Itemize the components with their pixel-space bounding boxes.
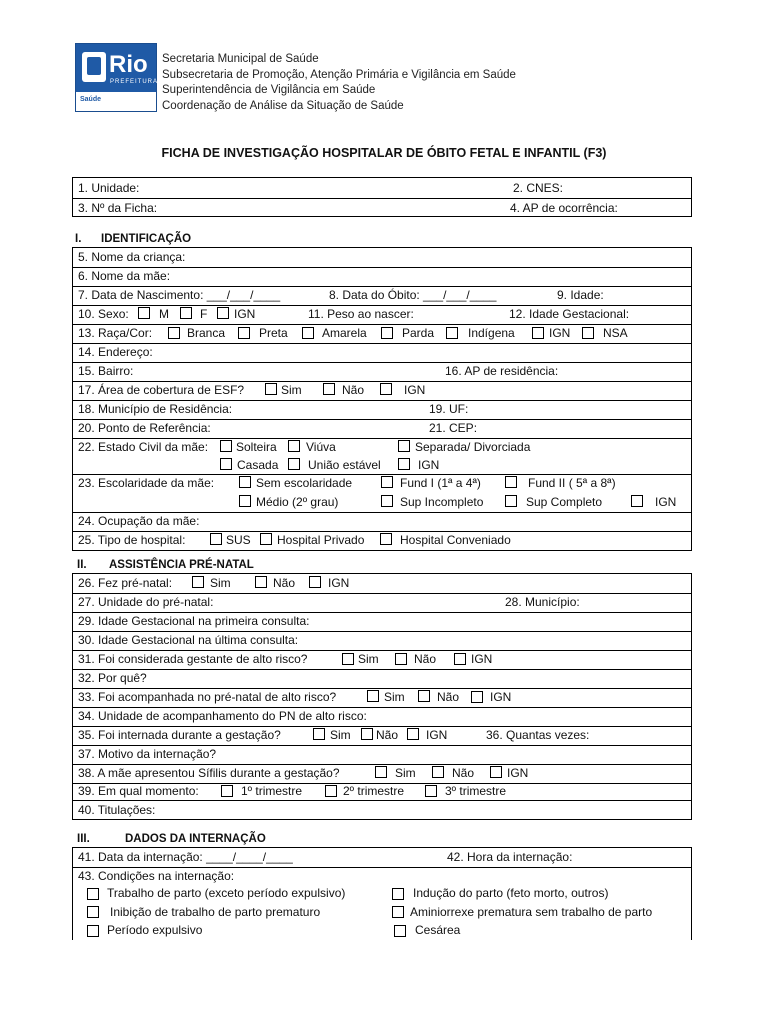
checkbox-3-trimestre[interactable] — [425, 785, 437, 797]
checkbox-acomp-sim[interactable] — [367, 690, 379, 702]
field-municipio-prenatal[interactable]: 28. Município: — [505, 595, 580, 609]
field-data-nascimento[interactable]: 7. Data de Nascimento: ___/___/____ — [78, 288, 281, 302]
label-alto-risco-ign: IGN — [471, 652, 493, 666]
row-divider — [73, 400, 691, 401]
checkbox-hospital-privado[interactable] — [260, 533, 272, 545]
top-info-box — [72, 177, 692, 217]
checkbox-sem-escolaridade[interactable] — [239, 476, 251, 488]
logo-rio-text: Rio — [109, 51, 148, 78]
label-2-trimestre: 2º trimestre — [343, 784, 405, 798]
field-ig-ultima-consulta[interactable]: 30. Idade Gestacional na última consulta: — [78, 633, 299, 647]
row-divider — [73, 324, 691, 325]
row-divider — [73, 419, 691, 420]
row-divider — [73, 305, 691, 306]
section-2-number: II. — [77, 559, 87, 571]
section-internacao-box — [72, 847, 692, 940]
label-acomp-ign: IGN — [490, 690, 512, 704]
row-divider — [73, 726, 691, 727]
row-divider — [73, 612, 691, 613]
label-sus: SUS — [226, 533, 251, 547]
city-emblem-icon — [82, 52, 106, 82]
label-indigena: Indígena — [468, 326, 515, 340]
label-internada-nao: Não — [376, 728, 399, 742]
section-2-title: ASSISTÊNCIA PRÉ-NATAL — [109, 559, 254, 571]
checkbox-acomp-ign[interactable] — [471, 691, 483, 703]
field-por-que[interactable]: 32. Por quê? — [78, 671, 147, 685]
checkbox-sifilis-sim[interactable] — [375, 766, 387, 778]
label-sifilis: 38. A mãe apresentou Sífilis durante a gestação? — [78, 766, 340, 780]
section-prenatal-box — [72, 573, 692, 820]
label-cesarea: Cesárea — [415, 923, 461, 937]
row-divider — [73, 669, 691, 670]
row-divider — [73, 707, 691, 708]
checkbox-amarela[interactable] — [302, 327, 314, 339]
label-estado-civil: 22. Estado Civil da mãe: — [78, 440, 209, 454]
checkbox-cesarea[interactable] — [394, 925, 406, 937]
checkbox-inducao-parto[interactable] — [392, 888, 404, 900]
checkbox-1-trimestre[interactable] — [221, 785, 233, 797]
field-endereco[interactable]: 14. Endereço: — [78, 345, 153, 359]
label-periodo-expulsivo: Período expulsivo — [107, 923, 203, 937]
field-hora-internacao[interactable]: 42. Hora da internação: — [447, 850, 573, 864]
label-cobertura-esf: 17. Área de cobertura de ESF? — [78, 383, 245, 397]
checkbox-internada-nao[interactable] — [361, 728, 373, 740]
field-titulacoes[interactable]: 40. Titulações: — [78, 803, 156, 817]
field-ap-residencia[interactable]: 16. AP de residência: — [445, 364, 559, 378]
checkbox-estado-civil-ign[interactable] — [398, 458, 410, 470]
section-3-title: DADOS DA INTERNAÇÃO — [125, 833, 266, 845]
row-divider — [73, 198, 691, 199]
row-divider — [73, 800, 691, 801]
checkbox-hospital-conveniado[interactable] — [380, 533, 392, 545]
label-internada-sim: Sim — [330, 728, 351, 742]
field-municipio-residencia[interactable]: 18. Município de Residência: — [78, 402, 233, 416]
label-acompanhada-alto-risco: 33. Foi acompanhada no pré-natal de alto risco? — [78, 690, 337, 704]
checkbox-internada-ign[interactable] — [407, 728, 419, 740]
logo-prefeitura-text: PREFEITURA — [110, 79, 159, 85]
header-line-2: Subsecretaria de Promoção, Atenção Primária e Vigilância em Saúde — [162, 69, 516, 81]
label-sem-escolaridade: Sem escolaridade — [256, 476, 353, 490]
label-internada-ign: IGN — [426, 728, 448, 742]
field-ig-primeira-consulta[interactable]: 29. Idade Gestacional na primeira consulta: — [78, 614, 310, 628]
checkbox-periodo-expulsivo[interactable] — [87, 925, 99, 937]
label-internada-gestacao: 35. Foi internada durante a gestação? — [78, 728, 281, 742]
row-divider — [73, 764, 691, 765]
label-separada: Separada/ Divorciada — [415, 440, 531, 454]
checkbox-sifilis-nao[interactable] — [432, 766, 444, 778]
label-sifilis-sim: Sim — [395, 766, 416, 780]
field-nome-crianca[interactable]: 5. Nome da criança: — [78, 250, 186, 264]
field-ap-ocorrencia[interactable]: 4. AP de ocorrência: — [510, 201, 618, 215]
checkbox-prenatal-sim[interactable] — [192, 576, 204, 588]
checkbox-alto-risco-ign[interactable] — [454, 653, 466, 665]
checkbox-separada[interactable] — [398, 440, 410, 452]
checkbox-trabalho-parto[interactable] — [87, 888, 99, 900]
label-sexo-ign: IGN — [234, 307, 256, 321]
field-cnes[interactable]: 2. CNES: — [513, 181, 564, 195]
field-motivo-internacao[interactable]: 37. Motivo da internação? — [78, 747, 217, 761]
label-solteira: Solteira — [236, 440, 277, 454]
label-acomp-sim: Sim — [384, 690, 405, 704]
label-alto-risco-sim: Sim — [358, 652, 379, 666]
field-ponto-referencia[interactable]: 20. Ponto de Referência: — [78, 421, 211, 435]
row-divider — [73, 512, 691, 513]
checkbox-acomp-nao[interactable] — [418, 690, 430, 702]
field-quantas-vezes[interactable]: 36. Quantas vezes: — [486, 728, 590, 742]
checkbox-internada-sim[interactable] — [313, 728, 325, 740]
checkbox-branca[interactable] — [168, 327, 180, 339]
label-uniao-estavel: União estável — [308, 458, 381, 472]
label-escolaridade-ign: IGN — [655, 495, 677, 509]
label-preta: Preta — [259, 326, 288, 340]
section-1-number: I. — [75, 233, 82, 245]
checkbox-nsa[interactable] — [582, 327, 594, 339]
checkbox-solteira[interactable] — [220, 440, 232, 452]
row-divider — [73, 867, 691, 868]
label-inibicao-trabalho-parto: Inibição de trabalho de parto prematuro — [110, 905, 321, 919]
checkbox-sus[interactable] — [210, 533, 222, 545]
checkbox-sexo-m[interactable] — [138, 307, 150, 319]
checkbox-esf-sim[interactable] — [265, 383, 277, 395]
checkbox-viuva[interactable] — [288, 440, 300, 452]
header-line-4: Coordenação de Análise da Situação de Saúde — [162, 100, 404, 112]
row-divider — [73, 474, 691, 475]
label-prenatal-nao: Não — [273, 576, 296, 590]
checkbox-sup-incompleto[interactable] — [381, 495, 393, 507]
checkbox-alto-risco-nao[interactable] — [395, 653, 407, 665]
checkbox-2-trimestre[interactable] — [325, 785, 337, 797]
row-divider — [73, 631, 691, 632]
label-esf-nao: Não — [342, 383, 365, 397]
label-alto-risco: 31. Foi considerada gestante de alto risco? — [78, 652, 308, 666]
section-identificacao-box — [72, 247, 692, 551]
checkbox-fund-1[interactable] — [381, 476, 393, 488]
checkbox-inibicao-trabalho-parto[interactable] — [87, 906, 99, 918]
row-divider — [73, 650, 691, 651]
field-uf[interactable]: 19. UF: — [429, 402, 469, 416]
checkbox-prenatal-ign[interactable] — [309, 576, 321, 588]
field-idade[interactable]: 9. Idade: — [557, 288, 604, 302]
label-casada: Casada — [237, 458, 279, 472]
checkbox-aminiorrexe[interactable] — [392, 906, 404, 918]
label-sexo: 10. Sexo: — [78, 307, 129, 321]
label-nsa: NSA — [603, 326, 628, 340]
label-fund-2: Fund II ( 5ª a 8ª) — [528, 476, 616, 490]
checkbox-escolaridade-ign[interactable] — [631, 495, 643, 507]
label-viuva: Viúva — [306, 440, 336, 454]
field-bairro[interactable]: 15. Bairro: — [78, 364, 134, 378]
label-sexo-m: M — [159, 307, 169, 321]
field-unidade[interactable]: 1. Unidade: — [78, 181, 140, 195]
label-sup-completo: Sup Completo — [526, 495, 603, 509]
checkbox-indigena[interactable] — [446, 327, 458, 339]
label-tipo-hospital: 25. Tipo de hospital: — [78, 533, 186, 547]
label-aminiorrexe: Aminiorrexe prematura sem trabalho de parto — [410, 905, 653, 919]
label-prenatal-ign: IGN — [328, 576, 350, 590]
field-cep[interactable]: 21. CEP: — [429, 421, 478, 435]
checkbox-sup-completo[interactable] — [505, 495, 517, 507]
label-3-trimestre: 3º trimestre — [445, 784, 507, 798]
checkbox-medio[interactable] — [239, 495, 251, 507]
checkbox-raca-ign[interactable] — [532, 327, 544, 339]
label-estado-civil-ign: IGN — [418, 458, 440, 472]
label-sup-incompleto: Sup Incompleto — [400, 495, 484, 509]
label-escolaridade: 23. Escolaridade da mãe: — [78, 476, 215, 490]
label-esf-sim: Sim — [281, 383, 302, 397]
checkbox-esf-nao[interactable] — [323, 383, 335, 395]
row-divider — [73, 286, 691, 287]
checkbox-casada[interactable] — [220, 458, 232, 470]
field-unidade-prenatal[interactable]: 27. Unidade do pré-natal: — [78, 595, 214, 609]
label-sexo-f: F — [200, 307, 208, 321]
header-line-3: Superintendência de Vigilância em Saúde — [162, 84, 376, 96]
section-1-title: IDENTIFICAÇÃO — [101, 233, 192, 245]
field-numero-ficha[interactable]: 3. Nº da Ficha: — [78, 201, 158, 215]
label-acomp-nao: Não — [437, 690, 460, 704]
field-data-internacao[interactable]: 41. Data da internação: ____/____/____ — [78, 850, 293, 864]
label-sifilis-ign: IGN — [507, 766, 529, 780]
label-em-qual-momento: 39. Em qual momento: — [78, 784, 199, 798]
label-branca: Branca — [187, 326, 226, 340]
label-parda: Parda — [402, 326, 435, 340]
label-amarela: Amarela — [322, 326, 367, 340]
row-divider — [73, 343, 691, 344]
checkbox-sifilis-ign[interactable] — [490, 766, 502, 778]
checkbox-sexo-ign[interactable] — [217, 307, 229, 319]
label-1-trimestre: 1º trimestre — [241, 784, 303, 798]
field-peso-nascer[interactable]: 11. Peso ao nascer: — [308, 307, 414, 321]
field-ocupacao-mae[interactable]: 24. Ocupação da mãe: — [78, 514, 200, 528]
label-trabalho-parto: Trabalho de parto (exceto período expulsivo) — [107, 886, 346, 900]
checkbox-uniao-estavel[interactable] — [288, 458, 300, 470]
checkbox-preta[interactable] — [238, 327, 250, 339]
prefeitura-rio-logo — [75, 43, 157, 112]
row-divider — [73, 438, 691, 439]
checkbox-esf-ign[interactable] — [380, 383, 392, 395]
field-unidade-pn-alto-risco[interactable]: 34. Unidade de acompanhamento do PN de alto risco: — [78, 709, 367, 723]
form-title: FICHA DE INVESTIGAÇÃO HOSPITALAR DE ÓBITO FETAL E INFANTIL (F3) — [161, 146, 607, 160]
checkbox-fund-2[interactable] — [505, 476, 517, 488]
section-3-number: III. — [77, 833, 90, 845]
field-nome-mae[interactable]: 6. Nome da mãe: — [78, 269, 171, 283]
row-divider — [73, 531, 691, 532]
checkbox-sexo-f[interactable] — [180, 307, 192, 319]
field-data-obito[interactable]: 8. Data do Óbito: ___/___/____ — [329, 288, 497, 302]
row-divider — [73, 267, 691, 268]
label-fez-prenatal: 26. Fez pré-natal: — [78, 576, 173, 590]
label-prenatal-sim: Sim — [210, 576, 231, 590]
label-raca-ign: IGN — [549, 326, 571, 340]
label-medio: Médio (2º grau) — [256, 495, 339, 509]
label-fund-1: Fund I (1ª a 4ª) — [400, 476, 481, 490]
checkbox-alto-risco-sim[interactable] — [342, 653, 354, 665]
header-line-1: Secretaria Municipal de Saúde — [162, 53, 319, 65]
label-hospital-privado: Hospital Privado — [277, 533, 365, 547]
label-hospital-conveniado: Hospital Conveniado — [400, 533, 511, 547]
row-divider — [73, 688, 691, 689]
label-alto-risco-nao: Não — [414, 652, 437, 666]
label-condicoes-internacao: 43. Condições na internação: — [78, 869, 235, 883]
checkbox-prenatal-nao[interactable] — [255, 576, 267, 588]
checkbox-parda[interactable] — [381, 327, 393, 339]
row-divider — [73, 593, 691, 594]
logo-saude-text: Saúde — [80, 96, 102, 103]
row-divider — [73, 381, 691, 382]
label-sifilis-nao: Não — [452, 766, 475, 780]
field-idade-gestacional[interactable]: 12. Idade Gestacional: — [509, 307, 630, 321]
row-divider — [73, 362, 691, 363]
label-raca-cor: 13. Raça/Cor: — [78, 326, 153, 340]
label-esf-ign: IGN — [404, 383, 426, 397]
label-inducao-parto: Indução do parto (feto morto, outros) — [413, 886, 609, 900]
row-divider — [73, 745, 691, 746]
